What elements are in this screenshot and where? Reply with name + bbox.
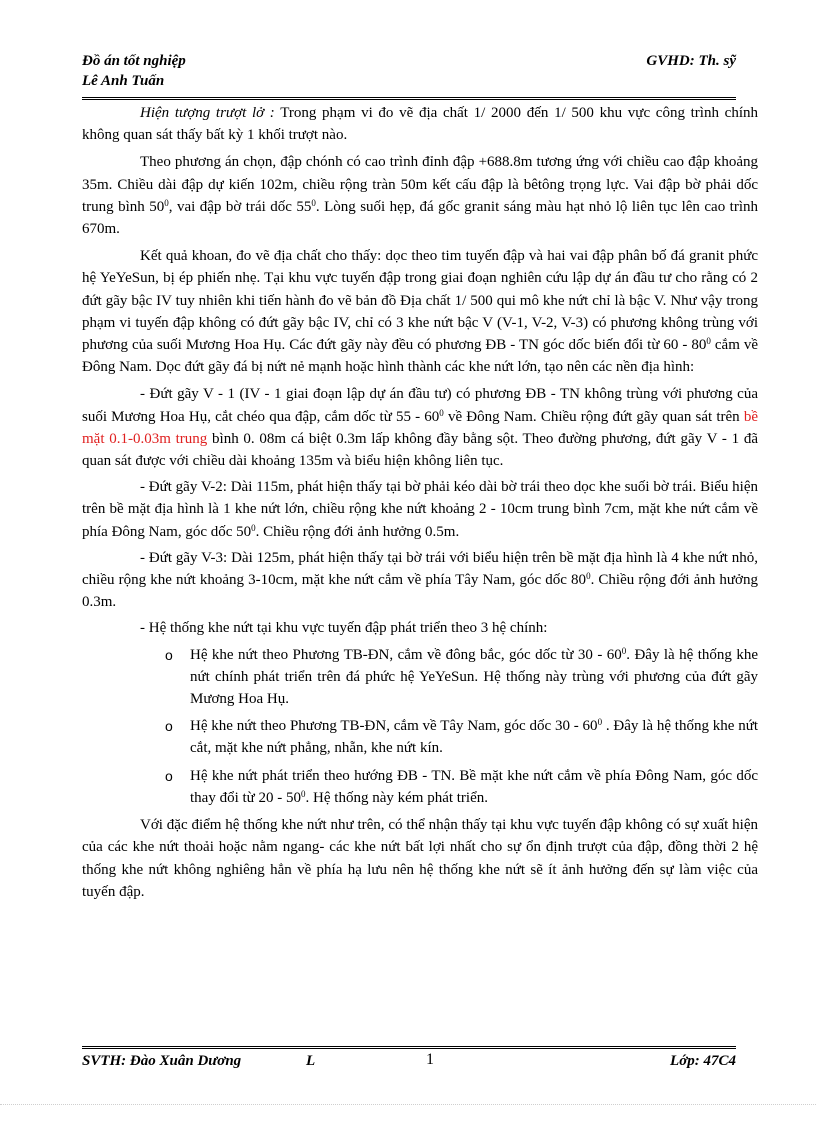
highlighted-text: bề mặt 0.1-0.03m trung xyxy=(82,408,758,447)
paragraph-landslide: Hiện tượng trượt lở : Trong phạm vi đo vẽ địa chất 1/ 2000 đến 1/ 500 khu vực công trình chính không quan sát thấy bất kỳ 1 khối trượt nào. xyxy=(82,105,758,144)
bullet-icon: o xyxy=(165,646,173,663)
list-item: o Hệ khe nứt theo Phương TB-ĐN, cắm về đông bắc, góc dốc từ $30 - 60^0$. Đây là hệ thống khe nứt chính phát triển trên đá phức hệ YeYeSun. Hệ thống này trùng với phương của đứt gãy Mương Hoa Hụ. xyxy=(165,645,758,708)
document-title: Đồ án tốt nghiệp xyxy=(82,53,186,69)
paragraph-conclusion: Với đặc điểm hệ thống khe nứt như trên, có thể nhận thấy tại khu vực tuyến đập không có sự xuất hiện của các khe nứt thoải hoặc nằm ngang- các khe nứt bất lợi nhất cho sự ổn định trượt của đập, đồng thời 2 hệ thống khe nứt không nghiêng hẳn về phía hạ lưu nên hệ thống khe nứt sẽ ít ảnh hưởng đến sự làm việc của tuyến đập. xyxy=(82,817,758,900)
document-body xyxy=(82,102,758,908)
header-rule xyxy=(82,97,736,100)
bullet-icon: o xyxy=(165,718,173,735)
fracture-list xyxy=(82,644,758,809)
paragraph-fracture-systems: - Hệ thống khe nứt tại khu vực tuyến đập phát triển theo 3 hệ chính: xyxy=(140,620,548,637)
paragraph-drilling-results: Kết quả khoan, đo vẽ địa chất cho thấy: dọc theo tim tuyến đập và hai vai đập phân bố đá granit phức hệ YeYeSun, bị ép phiến nhẹ. Tại khu vực tuyến đập trong giai đoạn nghiên cứu lập dự án đầu tư cho rằng có 2 đứt gãy bậc IV tuy nhiên khi tiến hành đo vẽ bản đồ Địa chất 1/ 500 qui mô khe nứt chỉ là bậc V. Như vậy trong phạm vi tuyến đập không có đứt gãy bậc IV, chỉ có 3 khe nứt bậc V (V-1, V-2, V-3) có phương không trùng với phương của suối Mương Hoa Hụ. Các đứt gãy này đều có phương ĐB - TN góc dốc biến đổi từ $60 - 80^0$ cắm về Đông Nam. Dọc đứt gãy đá bị nứt nẻ mạnh hoặc hình thành các khe nứt lớn, tạo nên các nền địa hình: xyxy=(82,248,759,376)
list-item: o Hệ khe nứt theo Phương TB-ĐN, cắm về Tây Nam, góc dốc $30 - 60^0$ . Đây là hệ thống khe nứt cắt, mặt khe nứt phẳng, nhẵn, khe nứt kín. xyxy=(165,717,758,757)
page-header xyxy=(82,52,736,89)
paragraph-dam-option: Theo phương án chọn, đập chónh có cao trình đỉnh đập +688.8m tương ứng với chiều cao đập khoảng 35m. Chiều dài đập dự kiến 102m, chiều rộng tràn 50m kết cấu đập là bêtông trọng lực. Vai đập bờ phải dốc trung bình $50^0$, vai đập bờ trái dốc $55^0$. Lòng suối hẹp, đá gốc granit sáng màu hạt nhỏ lộ liên tục lên cao trình 670m. xyxy=(82,154,758,238)
paragraph-fault-v3: - Đứt gãy V-3: Dài 125m, phát hiện thấy tại bờ trái với biểu hiện trên bề mặt địa hình là 4 khe nứt nhỏ, chiều rộng khe nứt khoảng 3-10cm, mặt khe nứt cắm về phía Tây Nam, góc dốc $80^0$. Chiều rộng đới ảnh hưởng 0.3m. xyxy=(82,549,758,611)
bullet-icon: o xyxy=(165,767,173,784)
list-item: o Hệ khe nứt phát triển theo hướng ĐB - TN. Bề mặt khe nứt cắm về phía Đông Nam, góc dốc thay đổi từ $20 - 50^0$. Hệ thống này kém phát triển. xyxy=(82,765,758,809)
footer-rule xyxy=(82,1046,736,1049)
landslide-label: Hiện tượng trượt lở : xyxy=(140,105,275,121)
paragraph-fault-v2: - Đứt gãy V-2: Dài 115m, phát hiện thấy tại bờ phải kéo dài bờ trái theo dọc khe suối bờ trái. Biểu hiện trên bề mặt địa hình là 1 khe nứt lớn, chiều rộng khe nứt khoảng 2 - 10cm trung bình 7cm, mặt khe nứt cắm về phía Đông Nam, góc dốc $50^0$. Chiều rộng đới ảnh hưởng 0.5m. xyxy=(82,479,758,540)
page-number: 1 xyxy=(426,1051,434,1068)
student-name: SVTH: Đào Xuân Dương xyxy=(82,1053,242,1069)
page-boundary xyxy=(0,1104,816,1105)
author-name: Lê Anh Tuấn xyxy=(82,73,165,89)
class-label: Lớp: 47C4 xyxy=(670,1053,736,1069)
advisor-label: GVHD: Th. sỹ xyxy=(646,53,736,69)
footer-letter: L xyxy=(306,1053,316,1069)
paragraph-fault-v1: - Đứt gãy V - 1 (IV - 1 giai đoạn lập dự án đầu tư) có phương ĐB - TN không trùng với phương của suối Mương Hoa Hụ, cắt chéo qua đập, cắm dốc từ $55 - 60^0$ về Đông Nam. Chiều rộng đứt gãy quan sát trên bề mặt 0.1-0.03m trung bình 0. 08m cá biệt 0.3m lấp không đầy bằng sột. Theo đường phương, đứt gãy V - 1 đã quan sát được với chiều dài khoảng 135m và biểu hiện không liên tục. xyxy=(82,386,758,470)
